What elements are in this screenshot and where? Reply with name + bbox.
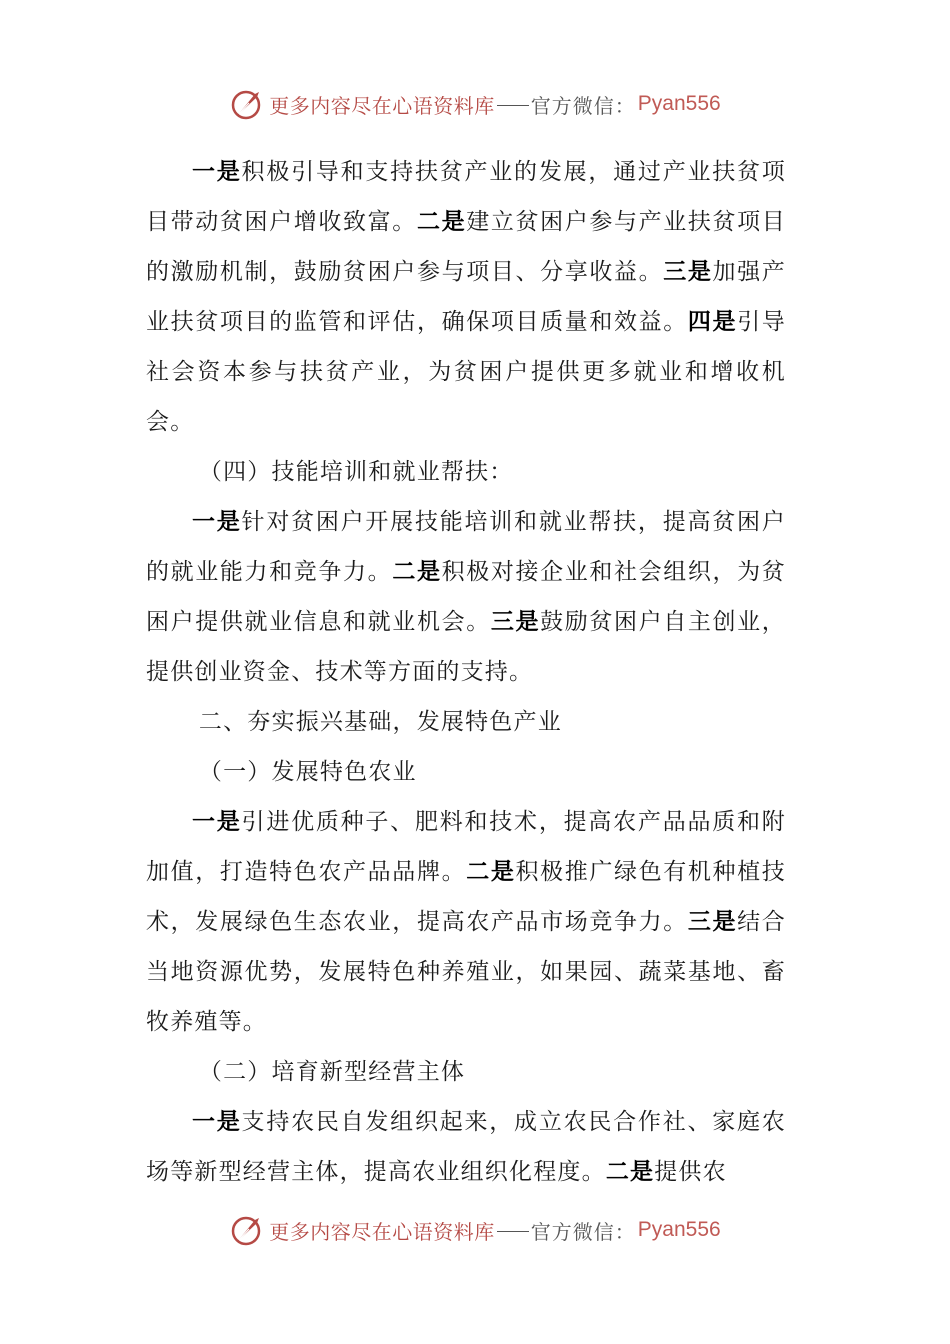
footer-watermark-banner [0, 1210, 950, 1250]
paragraph-text: 二、夯实振兴基础，发展特色产业 [198, 709, 562, 735]
bold-lead-text: 一是 [192, 808, 242, 835]
wechat-id: Pyan556 [637, 1218, 721, 1241]
bold-lead-text: 二是 [605, 1158, 655, 1185]
paragraph-text: 引进优质种子、肥料和技术，提高农产品品质和附加值，打造特色农产品品牌。 [146, 809, 786, 885]
paragraph-text: 积极对接企业和社会组织，为贫困户提供就业信息和就业机会。 [146, 559, 786, 635]
bold-lead-text: 三是 [663, 258, 713, 285]
bold-lead-text: 二是 [392, 558, 442, 585]
paragraph-text: （一）发展特色农业 [198, 759, 417, 785]
bold-lead-text: 四是 [687, 308, 738, 335]
body-paragraph [146, 797, 786, 1047]
document-body [146, 147, 786, 1197]
header-watermark-banner [0, 84, 950, 124]
bold-lead-text: 一是 [192, 158, 242, 185]
paragraph-text: （四）技能培训和就业帮扶： [198, 459, 514, 485]
body-paragraph [146, 147, 786, 447]
sub-heading-paragraph [146, 747, 786, 797]
paragraph-text: 提供农 [654, 1159, 727, 1185]
heading-paragraph [146, 697, 786, 747]
bold-lead-text: 三是 [490, 608, 541, 635]
bold-lead-text: 一是 [192, 508, 242, 535]
bold-lead-text: 一是 [192, 1108, 242, 1135]
paragraph-text: 支持农民自发组织起来，成立农民合作社、家庭农场等新型经营主体，提高农业组织化程度。 [146, 1109, 786, 1185]
paragraph-text: 鼓励贫困户自主创业，提供创业资金、技术等方面的支持。 [146, 609, 786, 685]
paragraph-text: 积极引导和支持扶贫产业的发展，通过产业扶贫项目带动贫困户增收致富。 [146, 159, 786, 235]
paragraph-text: 针对贫困户开展技能培训和就业帮扶，提高贫困户的就业能力和竞争力。 [146, 509, 786, 585]
sub-heading-paragraph [146, 447, 786, 497]
quill-logo-icon [229, 1212, 265, 1248]
paragraph-text: 加强产业扶贫项目的监管和评估，确保项目质量和效益。 [146, 259, 786, 335]
banner-dash [497, 1231, 529, 1232]
paragraph-text: 建立贫困户参与产业扶贫项目的激励机制，鼓励贫困户参与项目、分享收益。 [146, 209, 786, 285]
brand-text: 更多内容尽在心语资料库 [269, 1219, 495, 1244]
bold-lead-text: 二是 [466, 858, 516, 885]
wechat-label: 官方微信： [530, 93, 636, 118]
sub-heading-paragraph [146, 1047, 786, 1097]
body-paragraph [146, 1097, 786, 1197]
paragraph-text: 积极推广绿色有机种植技术，发展绿色生态农业，提高农产品市场竞争力。 [146, 859, 786, 935]
paragraph-text: （二）培育新型经营主体 [198, 1059, 466, 1085]
body-paragraph [146, 497, 786, 697]
wechat-label: 官方微信： [530, 1219, 636, 1244]
wechat-id: Pyan556 [637, 92, 721, 115]
bold-lead-text: 二是 [416, 208, 467, 235]
paragraph-text: 引导社会资本参与扶贫产业，为贫困户提供更多就业和增收机会。 [146, 309, 786, 435]
quill-logo-icon [229, 86, 265, 122]
paragraph-text: 结合当地资源优势，发展特色种养殖业，如果园、蔬菜基地、畜牧养殖等。 [146, 909, 786, 1035]
banner-dash [497, 105, 529, 106]
brand-text: 更多内容尽在心语资料库 [269, 93, 495, 118]
bold-lead-text: 三是 [687, 908, 738, 935]
